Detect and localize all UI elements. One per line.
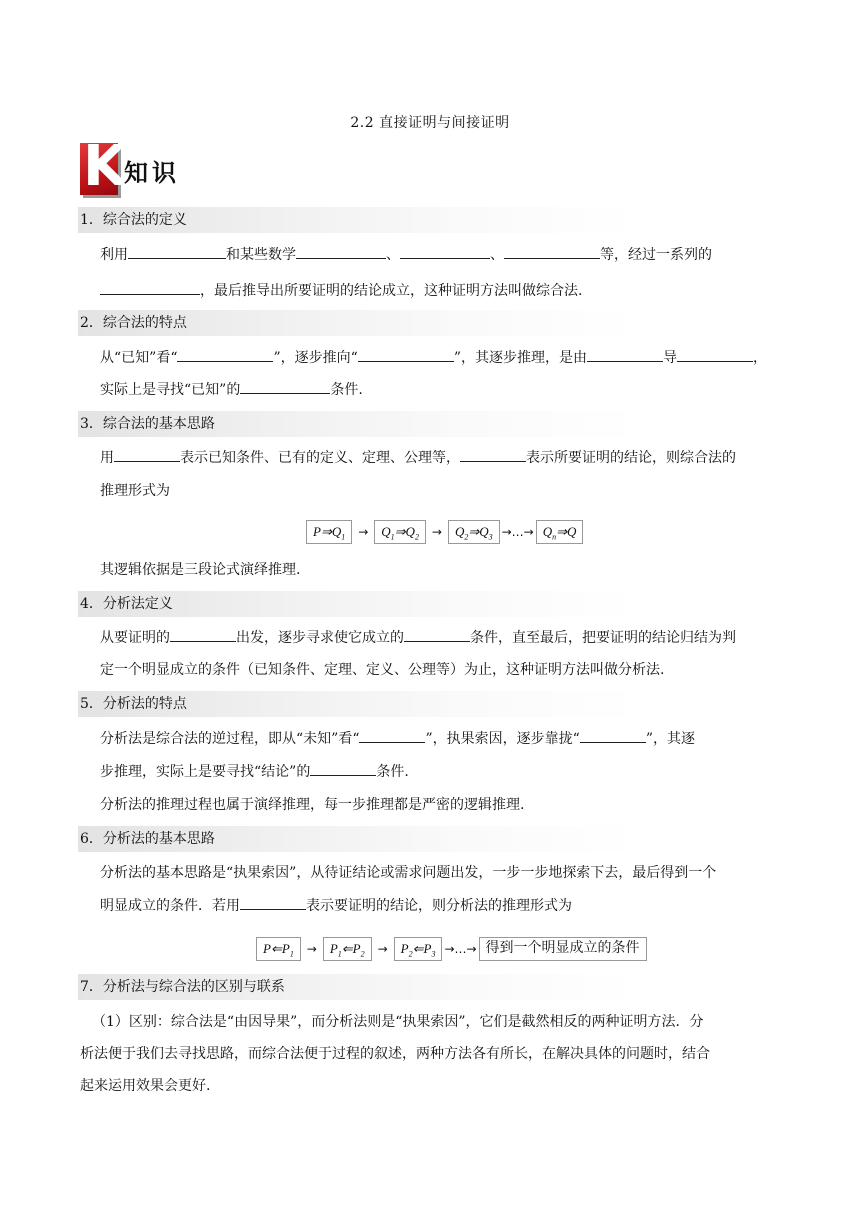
text: ⇒ [468,524,480,539]
text: 2 [408,949,413,959]
ellipsis-arrow-icon: →…→ [444,942,477,956]
fill-blank [240,377,330,394]
flow-box-3 [394,937,443,961]
text: P [329,941,338,956]
text: 表示要证明的结论，则分析法的推理形式为 [306,898,572,914]
text: 条件. [330,382,363,398]
arrow-icon: → [431,525,442,539]
text: 推理形式为 [100,483,170,499]
section-heading-1 [80,207,780,233]
fill-blank [358,345,454,362]
heading-text: 3．综合法的基本思路 [80,416,215,432]
text: 1 [341,532,346,542]
section-6-line-1 [100,858,784,888]
text: ⇒ [320,524,332,539]
text: Q [479,524,489,539]
flow-box-2 [323,937,372,961]
text: 其逻辑依据是三段论式演绎推理. [100,562,301,578]
text: 条件. [376,764,409,780]
heading-text: 1．综合法的定义 [80,212,187,228]
flow-box-2 [374,520,426,544]
section-1-line-1 [100,240,784,270]
arrow-icon: → [306,942,317,956]
fill-blank [114,445,180,462]
text: 表示所要证明的结论，则综合法的 [526,450,736,466]
k-letter: K [83,134,127,199]
text: 1 [289,949,294,959]
text: ”，其逐步推理，是由 [453,350,587,366]
section-7-line-1 [92,1007,784,1037]
flow-box-end: 得到一个明显成立的条件 [479,937,647,961]
text: 和某些数学 [226,247,296,263]
text: Q [381,524,391,539]
badge-word: 知识 [124,159,180,187]
page-title: 2.2 直接证明与间接证明 [350,115,510,131]
text: 、 [490,247,504,263]
text: ⇐ [412,941,424,956]
flow-box-4 [536,520,584,544]
fill-blank [460,445,526,462]
text: 2 [464,532,469,542]
section-heading-7 [80,974,780,1000]
text: P [313,524,321,539]
text: ⇒ [556,524,568,539]
text: Q [331,524,342,539]
text: 步推理，实际上是要寻找“结论”的 [100,764,311,780]
text: 析法便于我们去寻找思路，而综合法便于过程的叙述，两种方法各有所长，在解决具体的问题时，结合 [80,1046,710,1062]
text: ”，执果索因，逐步靠拢“ [425,731,580,747]
text: （1）区别：综合法是“由因导果”，而分析法则是“执果索因”，它们是截然相反的两种证明方法．分 [92,1014,704,1030]
text: ”，其逐 [645,731,695,747]
section-3-line-2 [100,476,784,506]
text: Q [542,524,553,539]
text: P [352,941,361,956]
fill-blank [310,759,376,776]
fill-blank [296,242,386,259]
heading-text: 6．分析法的基本思路 [80,831,215,847]
text: 2 [360,949,365,959]
text: 明显成立的条件．若用 [100,898,240,914]
text: ， [752,350,767,366]
fill-blank [404,625,470,642]
text: P [263,941,271,956]
text: 1 [337,949,342,959]
ellipsis-arrow-icon: →…→ [501,525,534,539]
flow-box-1 [306,520,352,544]
fill-blank [677,345,753,362]
text: 3 [431,949,436,959]
text: 条件，直至最后，把要证明的结论归结为判 [470,630,736,646]
text: ⇐ [341,941,353,956]
section-3-line-1 [100,443,784,473]
text: ⇐ [270,941,282,956]
fill-blank [170,625,236,642]
section-5-line-3 [100,790,784,820]
text: 从要证明的 [100,630,170,646]
section-heading-5 [80,691,780,717]
text: Q [567,524,577,539]
text: 导 [662,350,677,366]
fill-blank [240,893,306,910]
section-7-line-2 [80,1039,784,1069]
section-6-line-2 [100,891,784,921]
text: 等，经过一系列的 [600,247,712,263]
section-heading-2 [80,310,780,336]
text: n [552,532,557,542]
section-5-line-1 [100,724,784,754]
section-heading-3 [80,411,780,437]
heading-text: 7．分析法与综合法的区别与联系 [80,979,285,995]
fill-blank [359,726,425,743]
heading-text: 4．分析法定义 [80,596,173,612]
k-logo-icon [80,134,127,199]
section-heading-6 [80,826,780,852]
section-3-line-3 [100,555,784,585]
fill-blank [587,345,663,362]
text: ，最后推导出所要证明的结论成立，这种证明方法叫做综合法. [200,283,583,299]
synthetic-method-flow [306,520,583,544]
section-5-line-2 [100,757,784,787]
fill-blank [504,242,600,259]
text: 、 [386,247,400,263]
text: 2 [414,532,419,542]
text: 3 [488,532,493,542]
text: 实际上是寻找“已知”的 [100,382,241,398]
text: P [281,941,290,956]
text: ”，逐步推向“ [273,350,358,366]
text: 定一个明显成立的条件（已知条件、定理、定义、公理等）为止，这种证明方法叫做分析法. [100,662,665,678]
text: ⇒ [394,524,406,539]
text: Q [454,524,465,539]
text: 起来运用效果会更好. [80,1078,211,1094]
text: 出发，逐步寻求使它成立的 [236,630,404,646]
fill-blank [580,726,646,743]
section-1-line-2 [100,276,784,306]
flow-box-1 [256,937,301,961]
analytic-method-flow [256,937,647,961]
text: 1 [390,532,395,542]
text: P [423,941,432,956]
knowledge-badge [80,134,200,199]
section-4-line-1 [100,623,784,653]
fill-blank [128,242,226,259]
flow-box-3 [448,520,500,544]
text: 表示已知条件、已有的定义、定理、公理等， [180,450,460,466]
heading-text: 5．分析法的特点 [80,696,187,712]
arrow-icon: → [377,942,388,956]
section-2-line-2 [100,375,784,405]
section-heading-4 [80,591,780,617]
text: 从“已知”看“ [100,350,178,366]
text: 用 [100,450,114,466]
text: P [400,941,409,956]
section-2-line-1 [100,343,784,373]
section-7-line-3 [80,1071,784,1101]
text: Q [405,524,415,539]
fill-blank [177,345,273,362]
fill-blank [400,242,490,259]
section-4-line-2 [100,655,784,685]
text: 利用 [100,247,128,263]
text: 分析法的基本思路是“执果索因”，从待证结论或需求问题出发，一步一步地探索下去，最后得到一个 [100,865,717,881]
text: 分析法是综合法的逆过程，即从“未知”看“ [100,731,360,747]
text: 分析法的推理过程也属于演绎推理，每一步推理都是严密的逻辑推理. [100,797,525,813]
arrow-icon: → [358,525,369,539]
fill-blank [100,278,200,295]
heading-text: 2．综合法的特点 [80,315,187,331]
